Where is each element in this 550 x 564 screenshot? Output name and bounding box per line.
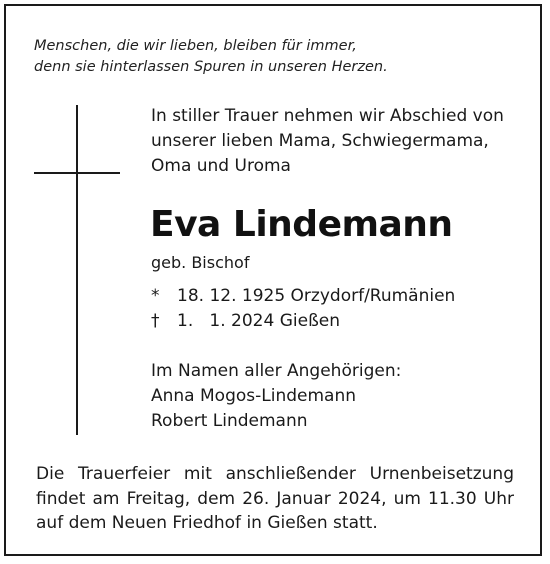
service-line-1: Die Trauerfeier mit anschließender Urnenbeisetzung	[36, 464, 514, 484]
death-date: 1. 1. 2024 Gießen	[177, 311, 341, 331]
birth-line	[151, 284, 455, 309]
service-line-3: auf dem Neuen Friedhof in Gießen statt.	[36, 513, 378, 533]
motto	[34, 36, 388, 78]
cross-vertical-bar	[76, 105, 78, 435]
deceased-name: Eva Lindemann	[150, 204, 453, 245]
maiden-name: geb. Bischof	[151, 253, 250, 272]
motto-line-1: Menschen, die wir lieben, bleiben für immer,	[34, 38, 357, 54]
death-line	[151, 309, 455, 334]
motto-line-2: denn sie hinterlassen Spuren in unseren Herzen.	[34, 59, 388, 75]
birth-symbol: *	[151, 286, 160, 306]
birth-date: 18. 12. 1925 Orzydorf/Rumänien	[177, 286, 456, 306]
cross-horizontal-bar	[34, 172, 120, 174]
intro-line-3: Oma und Uroma	[151, 156, 291, 176]
intro-line-1: In stiller Trauer nehmen wir Abschied von	[151, 106, 504, 126]
death-symbol: †	[151, 311, 160, 331]
life-dates	[151, 284, 455, 334]
service-line-2: findet am Freitag, dem 26. Januar 2024, um 11.30 Uhr	[36, 488, 514, 509]
family-member: Anna Mogos-Lindemann	[151, 386, 356, 406]
service-announcement	[36, 462, 514, 536]
family-member: Robert Lindemann	[151, 411, 308, 431]
family-heading: Im Namen aller Angehörigen:	[151, 361, 402, 381]
family-signature	[151, 359, 401, 434]
intro-line-2: unserer lieben Mama, Schwiegermama,	[151, 131, 489, 151]
intro-text	[151, 104, 504, 179]
